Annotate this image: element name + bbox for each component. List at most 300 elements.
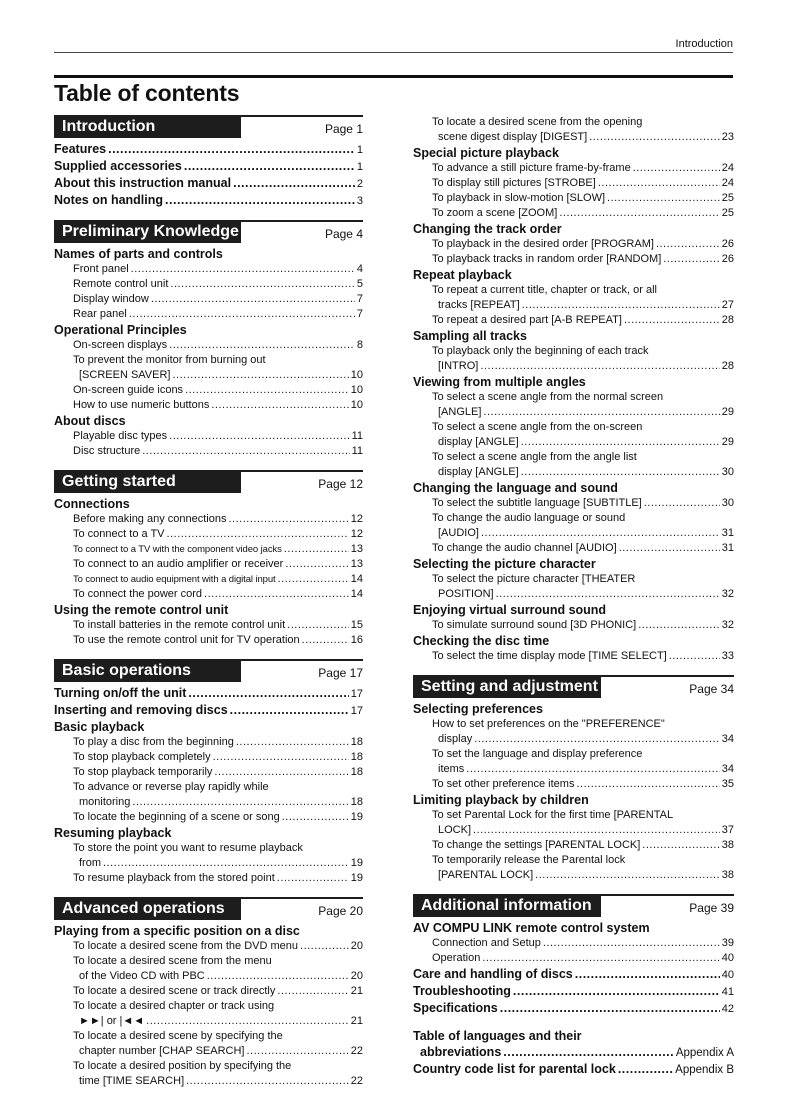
toc-heading: Table of languages and their (413, 1029, 582, 1043)
entry-title: To locate a desired scene or track directly (73, 985, 276, 997)
dot-leader (618, 1061, 673, 1077)
entry-title: To display still pictures [STROBE] (432, 177, 596, 189)
entry-page-number: 11 (351, 445, 363, 457)
toc-entry-continuation[interactable] (54, 1044, 363, 1059)
toc-entry[interactable] (54, 685, 363, 702)
section-rule (601, 894, 734, 896)
entry-title: To change the audio channel [AUDIO] (432, 542, 617, 554)
dot-leader (167, 527, 349, 542)
toc-entry-line[interactable]: To locate a desired chapter or track using (73, 1000, 275, 1012)
toc-entry-line[interactable]: To select a scene angle from the on-screen (432, 421, 643, 433)
entry-page-number: 3 (356, 195, 363, 207)
section-rule (241, 659, 363, 661)
toc-entry[interactable] (413, 983, 734, 1000)
entry-page-number: 11 (351, 430, 363, 442)
dot-leader (496, 587, 720, 602)
toc-entry[interactable] (413, 936, 734, 951)
section-title: Getting started (54, 470, 241, 493)
toc-entry[interactable] (54, 512, 363, 527)
entry-title: [ANGLE] (438, 406, 482, 418)
toc-entry-continuation[interactable] (54, 795, 363, 810)
toc-entry[interactable] (413, 313, 734, 328)
toc-entry[interactable] (54, 338, 363, 353)
toc-entry-line[interactable]: To select a scene angle from the angle list (432, 451, 637, 463)
entry-title: To use the remote control unit for TV operation (73, 634, 300, 646)
entry-page-number: 25 (721, 207, 734, 219)
entry-title: tracks [REPEAT] (438, 299, 520, 311)
entry-page-number: 19 (350, 872, 363, 884)
entry-title: To zoom a scene [ZOOM] (432, 207, 558, 219)
entry-page-number: 5 (356, 278, 363, 290)
toc-entry[interactable] (413, 1000, 734, 1017)
dot-leader (607, 191, 720, 206)
toc-entry[interactable] (54, 292, 363, 307)
toc-entry-continuation[interactable] (413, 732, 734, 747)
section-page: Page 4 (324, 227, 363, 241)
dot-leader (521, 435, 720, 450)
section-header[interactable] (54, 115, 363, 138)
toc-entry-continuation[interactable] (413, 435, 734, 450)
toc-entry-line[interactable]: To store the point you want to resume playback (73, 842, 303, 854)
toc-entry[interactable] (54, 398, 363, 413)
dot-leader (165, 192, 355, 208)
section-header[interactable] (413, 894, 734, 917)
toc-entry-continuation[interactable] (413, 465, 734, 480)
entry-title: To resume playback from the stored point (73, 872, 275, 884)
section-title: Additional information (413, 894, 601, 917)
section-title: Basic operations (54, 659, 241, 682)
entry-page-number: 14 (350, 588, 363, 600)
toc-left-column (54, 115, 363, 1089)
toc-entry[interactable] (54, 587, 363, 602)
entry-page-number: 41 (721, 986, 734, 998)
toc-entry[interactable] (54, 572, 363, 587)
toc-heading: Operational Principles (54, 323, 187, 337)
entry-page-number: 40 (721, 952, 734, 964)
toc-entry-line[interactable]: To select the picture character [THEATER (432, 573, 636, 585)
section-rule (241, 470, 363, 472)
toc-entry[interactable] (54, 702, 363, 719)
section-rule (601, 675, 734, 677)
entry-title: To stop playback temporarily (73, 766, 213, 778)
section-title: Introduction (54, 115, 241, 138)
toc-entry[interactable] (54, 192, 363, 209)
entry-title: Inserting and removing discs (54, 703, 228, 717)
toc-heading: Selecting preferences (413, 702, 543, 716)
entry-title: of the Video CD with PBC (79, 970, 205, 982)
toc-entry-continuation[interactable] (54, 856, 363, 871)
toc-entry-continuation[interactable] (413, 298, 734, 313)
entry-page-number: 27 (721, 299, 734, 311)
entry-page-number: 15 (350, 619, 363, 631)
entry-page-number: 38 (721, 839, 734, 851)
dot-leader (624, 313, 720, 328)
toc-heading: Selecting the picture character (413, 557, 596, 571)
toc-entry[interactable] (413, 206, 734, 221)
toc-heading: About discs (54, 414, 126, 428)
toc-entry-continuation[interactable] (54, 368, 363, 383)
toc-heading: Special picture playback (413, 146, 559, 160)
toc-entry[interactable] (54, 141, 363, 158)
toc-entry-line[interactable]: To locate a desired scene from the opening (432, 116, 643, 128)
entry-page-number: Appendix A (675, 1047, 734, 1059)
entry-title: To stop playback completely (73, 751, 211, 763)
entry-title: Before making any connections (73, 513, 227, 525)
entry-page-number: 25 (721, 192, 734, 204)
entry-title: To select the subtitle language [SUBTITLE] (432, 497, 642, 509)
entry-title: Specifications (413, 1001, 498, 1015)
toc-entry[interactable] (54, 527, 363, 542)
section-header[interactable] (54, 220, 363, 243)
toc-entry[interactable] (54, 939, 363, 954)
dot-leader (287, 618, 349, 633)
toc-entry-line[interactable]: To advance or reverse play rapidly while (73, 781, 269, 793)
dot-leader (207, 969, 349, 984)
toc-entry[interactable] (413, 496, 734, 511)
toc-entry-line[interactable]: How to set preferences on the "PREFERENCE" (432, 718, 665, 730)
entry-title: To playback in the desired order [PROGRAM] (432, 238, 654, 250)
entry-page-number: 13 (350, 543, 363, 555)
toc-entry[interactable] (54, 383, 363, 398)
entry-title: To repeat a desired part [A-B REPEAT] (432, 314, 622, 326)
toc-heading: Basic playback (54, 720, 145, 734)
entry-page-number: 18 (350, 766, 363, 778)
toc-entry[interactable] (413, 838, 734, 853)
entry-title: Remote control unit (73, 278, 169, 290)
toc-entry-line[interactable]: To locate a desired scene from the menu (73, 955, 272, 967)
entry-page-number: 12 (350, 513, 363, 525)
entry-page-number: 42 (721, 1003, 734, 1015)
entry-page-number: 32 (721, 588, 734, 600)
dot-leader (277, 984, 348, 999)
spacer (54, 648, 363, 659)
toc-entry-line[interactable]: To playback only the beginning of each track (432, 345, 649, 357)
entry-page-number: 19 (350, 811, 363, 823)
toc-entry[interactable] (54, 750, 363, 765)
entry-title: To locate the beginning of a scene or song (73, 811, 280, 823)
dot-leader (669, 649, 720, 664)
entry-page-number: 28 (721, 314, 734, 326)
toc-heading: Viewing from multiple angles (413, 375, 586, 389)
toc-right-column (413, 115, 734, 1078)
dot-leader (576, 777, 719, 792)
dot-leader (185, 383, 349, 398)
toc-entry-continuation[interactable] (54, 1074, 363, 1089)
dot-leader (473, 823, 720, 838)
entry-title: To change the settings [PARENTAL LOCK] (432, 839, 641, 851)
entry-title: To connect to a TV with the component video jacks (73, 544, 282, 555)
toc-entry[interactable] (413, 541, 734, 556)
toc-entry[interactable] (54, 158, 363, 175)
entry-title: monitoring (79, 796, 131, 808)
entry-page-number: 18 (350, 796, 363, 808)
toc-heading: Limiting playback by children (413, 793, 589, 807)
entry-title: display [ANGLE] (438, 466, 519, 478)
entry-title: Rear panel (73, 308, 127, 320)
entry-page-number: 40 (721, 969, 734, 981)
spacer (413, 1017, 734, 1028)
entry-page-number: Appendix B (675, 1064, 734, 1076)
entry-title: from (79, 857, 101, 869)
entry-page-number: 10 (350, 384, 363, 396)
dot-leader (277, 871, 349, 886)
dot-leader (233, 175, 355, 191)
dot-leader (522, 298, 720, 313)
toc-entry[interactable] (54, 984, 363, 999)
entry-page-number: 37 (721, 824, 734, 836)
toc-entry[interactable] (413, 649, 734, 664)
dot-leader (474, 732, 720, 747)
section-header[interactable] (54, 659, 363, 682)
toc-entry-continuation[interactable] (54, 1014, 363, 1029)
entry-page-number: 2 (356, 178, 363, 190)
toc-entry-continuation[interactable] (54, 969, 363, 984)
toc-entry-line[interactable]: To set the language and display preference (432, 748, 643, 760)
entry-page-number: 24 (721, 177, 734, 189)
toc-entry[interactable] (54, 175, 363, 192)
entry-page-number: 31 (721, 542, 734, 554)
entry-title: To playback in slow-motion [SLOW] (432, 192, 606, 204)
entry-page-number: 4 (356, 263, 363, 275)
entry-title: Connection and Setup (432, 937, 541, 949)
section-header[interactable] (54, 470, 363, 493)
dot-leader (131, 262, 355, 277)
toc-entry[interactable] (413, 176, 734, 191)
entry-page-number: 19 (350, 857, 363, 869)
entry-page-number: 38 (721, 869, 734, 881)
toc-entry-line[interactable]: To locate a desired scene by specifying the (73, 1030, 283, 1042)
entry-page-number: 16 (350, 634, 363, 646)
toc-entry[interactable] (413, 618, 734, 633)
toc-entry-line[interactable]: To set Parental Lock for the first time [PARENTAL (432, 809, 674, 821)
entry-title: Features (54, 142, 107, 156)
dot-leader (108, 141, 355, 157)
dot-leader (644, 496, 720, 511)
toc-entry-continuation[interactable] (413, 762, 734, 777)
entry-page-number: 39 (721, 937, 734, 949)
entry-title: To connect to a TV (73, 528, 165, 540)
entry-page-number: 17 (350, 705, 363, 717)
dot-leader (513, 983, 720, 999)
dot-leader (173, 368, 349, 383)
section-page: Page 1 (324, 122, 363, 136)
dot-leader (282, 810, 349, 825)
dot-leader (619, 541, 720, 556)
entry-title: On-screen guide icons (73, 384, 184, 396)
section-page: Page 39 (689, 901, 734, 915)
entry-page-number: 12 (350, 528, 363, 540)
dot-leader (543, 936, 720, 951)
toc-heading: Sampling all tracks (413, 329, 527, 343)
entry-title: To locate a desired scene from the DVD menu (73, 940, 299, 952)
toc-entry-continuation[interactable] (413, 823, 734, 838)
entry-page-number: 20 (350, 970, 363, 982)
entry-title: About this instruction manual (54, 176, 232, 190)
page-title: Table of contents (54, 80, 240, 106)
section-page: Page 34 (689, 682, 734, 696)
section-header[interactable] (54, 897, 363, 920)
toc-entry-continuation[interactable] (413, 405, 734, 420)
toc-entry-continuation[interactable] (413, 868, 734, 883)
dot-leader (535, 868, 720, 883)
dot-leader (146, 1014, 349, 1029)
toc-entry[interactable] (413, 966, 734, 983)
entry-title: chapter number [CHAP SEARCH] (79, 1045, 245, 1057)
entry-title: Operation (432, 952, 481, 964)
toc-entry[interactable] (54, 444, 363, 459)
entry-page-number: 30 (721, 497, 734, 509)
entry-title: [PARENTAL LOCK] (438, 869, 534, 881)
entry-page-number: 8 (356, 339, 363, 351)
spacer (413, 883, 734, 894)
dot-leader (503, 1044, 674, 1060)
toc-entry-line[interactable]: To change the audio language or sound (432, 512, 626, 524)
entry-title: [INTRO] (438, 360, 479, 372)
toc-entry[interactable] (54, 429, 363, 444)
toc-entry[interactable] (413, 951, 734, 966)
entry-title: To simulate surround sound [3D PHONIC] (432, 619, 637, 631)
entry-page-number: 21 (350, 1015, 363, 1027)
toc-heading: Changing the track order (413, 222, 562, 236)
dot-leader (170, 277, 354, 292)
running-header: Introduction (675, 38, 733, 50)
entry-title: Disc structure (73, 445, 141, 457)
entry-page-number: 21 (350, 985, 363, 997)
toc-entry[interactable] (54, 307, 363, 322)
entry-title: Care and handling of discs (413, 967, 573, 981)
toc-heading: AV COMPU LINK remote control system (413, 921, 650, 935)
entry-page-number: 32 (721, 619, 734, 631)
dot-leader (214, 765, 348, 780)
entry-page-number: 24 (721, 162, 734, 174)
toc-entry[interactable] (413, 161, 734, 176)
dot-leader (230, 702, 349, 718)
dot-leader (575, 966, 720, 982)
entry-page-number: 31 (721, 527, 734, 539)
toc-entry-continuation[interactable] (413, 130, 734, 145)
entry-page-number: 1 (356, 144, 363, 156)
toc-entry[interactable] (413, 191, 734, 206)
title-rule (54, 75, 733, 78)
entry-page-number: 10 (350, 369, 363, 381)
dot-leader (633, 161, 720, 176)
dot-leader (211, 398, 348, 413)
toc-entry[interactable] (413, 1061, 734, 1078)
dot-leader (169, 338, 355, 353)
section-title: Advanced operations (54, 897, 241, 920)
entry-page-number: 18 (350, 736, 363, 748)
toc-entry[interactable] (413, 252, 734, 267)
toc-entry[interactable] (54, 765, 363, 780)
dot-leader (169, 429, 349, 444)
dot-leader (151, 292, 355, 307)
toc-entry-line[interactable]: To prevent the monitor from burning out (73, 354, 266, 366)
entry-page-number: 35 (721, 778, 734, 790)
section-rule (241, 220, 363, 222)
toc-entry[interactable] (54, 557, 363, 572)
entry-title: display (438, 733, 473, 745)
entry-title: To connect the power cord (73, 588, 203, 600)
section-page: Page 12 (318, 477, 363, 491)
dot-leader (285, 557, 348, 572)
toc-entry[interactable] (54, 871, 363, 886)
dot-leader (246, 1044, 348, 1059)
toc-entry[interactable] (54, 618, 363, 633)
toc-entry[interactable] (54, 262, 363, 277)
dot-leader (521, 465, 720, 480)
entry-page-number: 22 (350, 1075, 363, 1087)
entry-title: Troubleshooting (413, 984, 511, 998)
toc-entry-line[interactable]: To select a scene angle from the normal screen (432, 391, 664, 403)
toc-entry-line[interactable]: To repeat a current title, chapter or track, or all (432, 284, 657, 296)
entry-title: LOCK] (438, 824, 472, 836)
entry-page-number: 1 (356, 161, 363, 173)
entry-title: [AUDIO] (438, 527, 479, 539)
dot-leader (483, 405, 719, 420)
toc-entry[interactable] (413, 1044, 734, 1061)
toc-entry-continuation[interactable] (413, 359, 734, 374)
section-page: Page 17 (318, 666, 363, 680)
dot-leader (589, 130, 720, 145)
section-header[interactable] (413, 675, 734, 698)
toc-entry[interactable] (413, 777, 734, 792)
toc-heading: Changing the language and sound (413, 481, 618, 495)
dot-leader (663, 252, 720, 267)
dot-leader (598, 176, 720, 191)
toc-entry-line[interactable]: To locate a desired position by specifying the (73, 1060, 292, 1072)
entry-page-number: 20 (350, 940, 363, 952)
entry-page-number: 7 (356, 293, 363, 305)
toc-entry[interactable] (54, 810, 363, 825)
dot-leader (132, 795, 348, 810)
entry-page-number: 18 (350, 751, 363, 763)
toc-heading: Names of parts and controls (54, 247, 223, 261)
toc-entry-line[interactable]: To temporarily release the Parental lock (432, 854, 626, 866)
toc-entry-continuation[interactable] (413, 526, 734, 541)
section-rule (241, 897, 363, 899)
entry-page-number: 10 (350, 399, 363, 411)
section-title: Preliminary Knowledge (54, 220, 241, 243)
entry-title: How to use numeric buttons (73, 399, 210, 411)
entry-page-number: 26 (721, 253, 734, 265)
dot-leader (300, 939, 349, 954)
dot-leader (213, 750, 349, 765)
toc-entry[interactable] (54, 735, 363, 750)
toc-entry-continuation[interactable] (413, 587, 734, 602)
entry-title: To advance a still picture frame-by-frame (432, 162, 631, 174)
toc-entry[interactable] (54, 542, 363, 557)
section-page: Page 20 (318, 904, 363, 918)
entry-page-number: 28 (721, 360, 734, 372)
toc-entry[interactable] (54, 277, 363, 292)
entry-page-number: 34 (721, 763, 734, 775)
entry-title: To select the time display mode [TIME SELECT] (432, 650, 667, 662)
dot-leader (129, 307, 355, 322)
entry-title: Playable disc types (73, 430, 168, 442)
toc-entry[interactable] (54, 633, 363, 648)
section-rule (241, 115, 363, 117)
spacer (54, 209, 363, 220)
entry-page-number: 26 (721, 238, 734, 250)
entry-page-number: 7 (356, 308, 363, 320)
toc-entry[interactable] (413, 237, 734, 252)
entry-title: [SCREEN SAVER] (79, 369, 171, 381)
toc-heading: Enjoying virtual surround sound (413, 603, 607, 617)
entry-title: ►►| or |◄◄ (79, 1015, 145, 1027)
entry-title: Country code list for parental lock (413, 1062, 616, 1076)
toc-heading: Repeat playback (413, 268, 512, 282)
entry-page-number: 33 (721, 650, 734, 662)
